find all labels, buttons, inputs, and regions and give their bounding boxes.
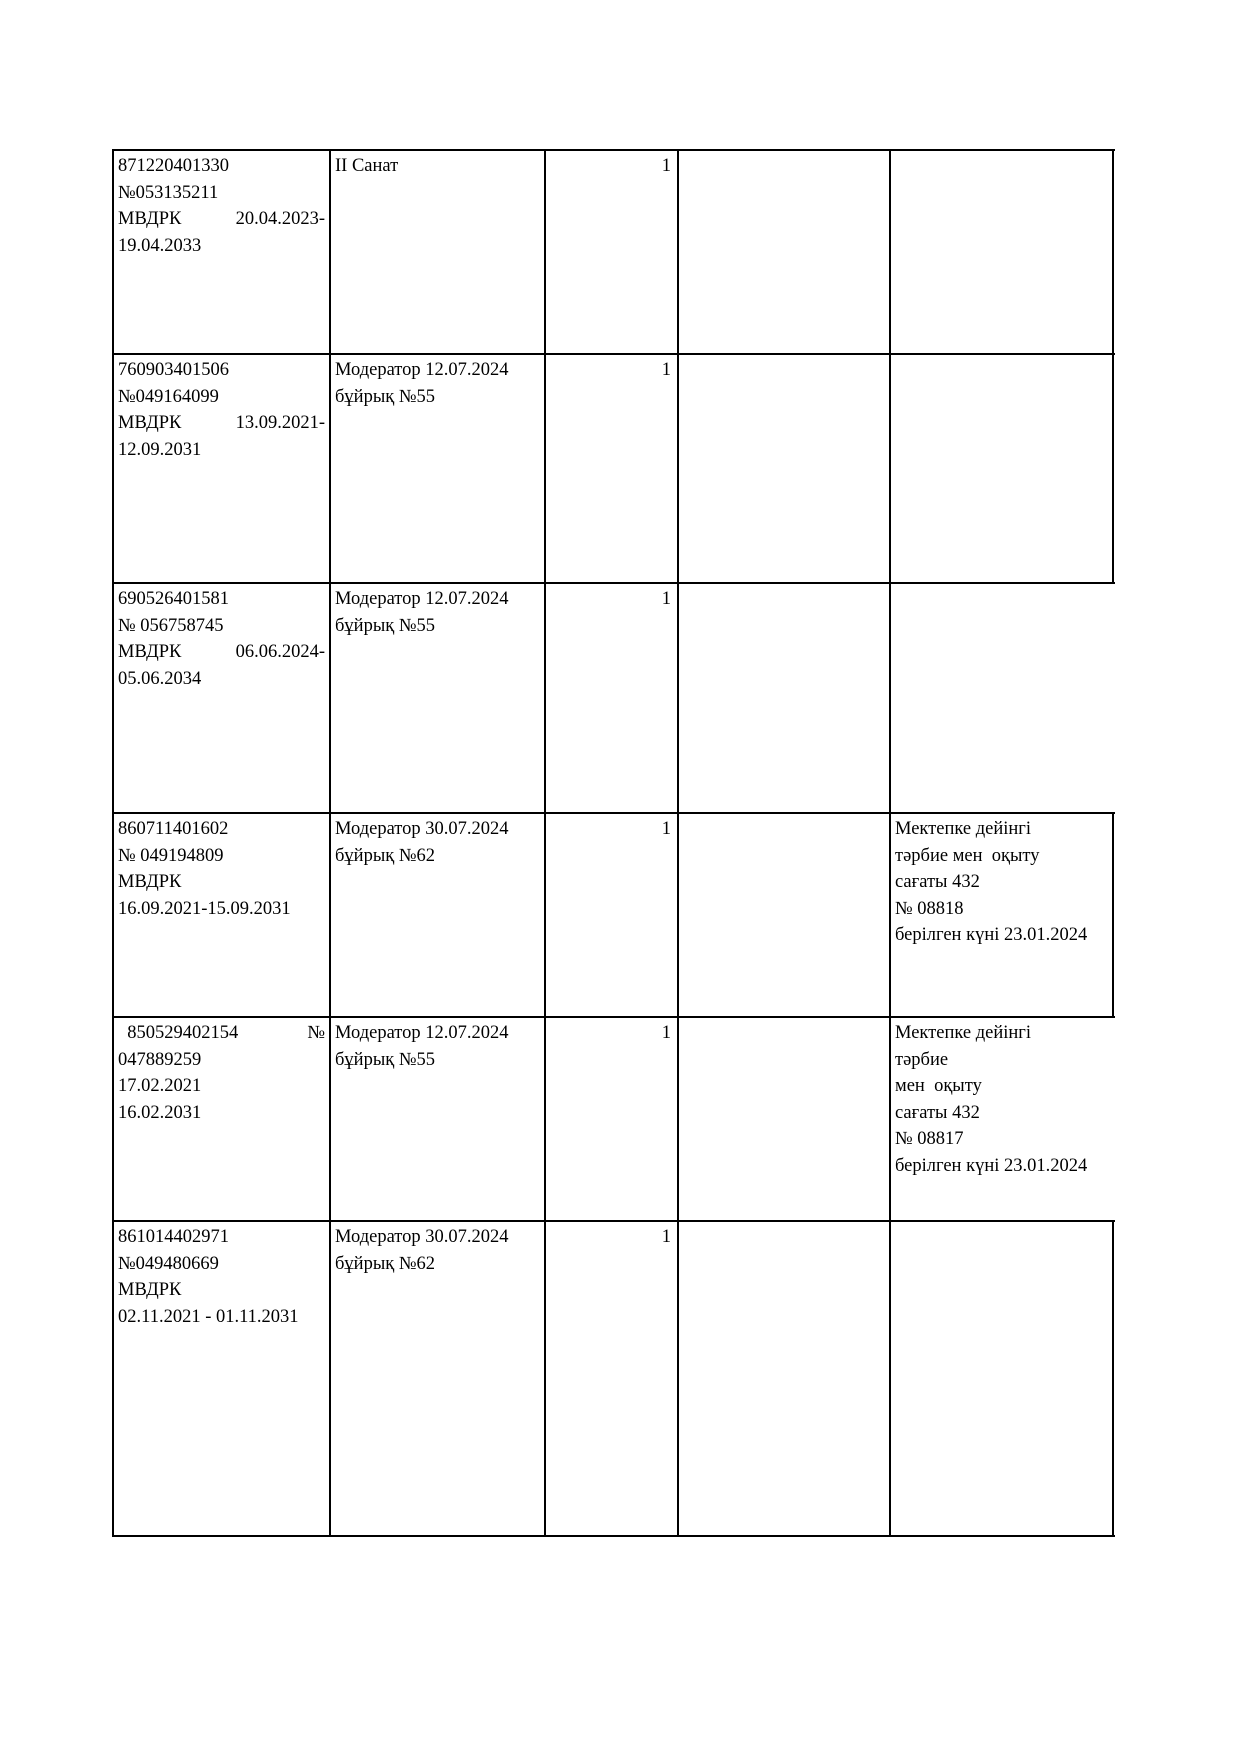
cell-r1-c4 — [679, 151, 889, 353]
cell-text: бұйрық №62 — [335, 1253, 436, 1274]
cell-text: берілген күні 23.01.2024 — [895, 925, 1088, 945]
cell-line-justified — [118, 206, 325, 233]
cell-text: бұйрық №55 — [335, 1049, 436, 1070]
cell-text: МВДРК — [118, 642, 182, 662]
cell-r3-c1 — [114, 584, 329, 812]
cell-r1-c5 — [891, 151, 1112, 353]
cell-text: Модератор 30.07.2024 — [335, 1227, 509, 1247]
cell-r5-c4 — [679, 1018, 889, 1220]
cell-r5-c2 — [331, 1018, 544, 1220]
cell-text: Модератор 12.07.2024 — [335, 589, 509, 609]
cell-text: 13.09.2021- — [235, 413, 325, 433]
cell-r5-c1 — [114, 1018, 329, 1220]
cell-text: 16.09.2021-15.09.2031 — [118, 898, 291, 919]
cell-text: 690526401581 — [118, 589, 229, 609]
cell-r6-c2 — [331, 1222, 544, 1535]
table-vline-right — [1112, 812, 1114, 1018]
cell-r3-c4 — [679, 584, 889, 812]
cell-text: 1 — [661, 819, 671, 839]
cell-line-justified — [118, 1020, 325, 1047]
cell-text: 760903401506 — [118, 360, 229, 380]
cell-text: берілген күні 23.01.2024 — [895, 1155, 1088, 1176]
cell-text: 1 — [661, 1023, 671, 1043]
cell-r6-c4 — [679, 1222, 889, 1535]
cell-r4-c1 — [114, 814, 329, 1016]
cell-r5-c3 — [546, 1018, 677, 1220]
cell-r6-c3 — [546, 1222, 677, 1535]
cell-text: №049164099 — [118, 386, 219, 407]
cell-r3-c5 — [891, 584, 1112, 812]
cell-text: 1 — [661, 156, 671, 176]
cell-text: 871220401330 — [118, 156, 229, 176]
cell-r4-c4 — [679, 814, 889, 1016]
cell-r6-c5 — [891, 1222, 1112, 1535]
cell-r6-c1 — [114, 1222, 329, 1535]
cell-text: бұйрық №55 — [335, 386, 436, 407]
cell-text: 06.06.2024- — [235, 642, 325, 662]
cell-line-justified — [118, 639, 325, 666]
cell-text: Модератор 12.07.2024 — [335, 1023, 509, 1043]
cell-r5-c5 — [891, 1018, 1112, 1220]
cell-text: тәрбие мен оқыту — [895, 845, 1040, 866]
cell-text: МВДРК — [118, 209, 182, 229]
cell-text: бұйрық №62 — [335, 845, 436, 866]
cell-r4-c5 — [891, 814, 1112, 1016]
cell-text: МВДРК — [118, 872, 182, 892]
cell-text: 20.04.2023- — [235, 209, 325, 229]
cell-r2-c2 — [331, 355, 544, 582]
cell-text: 19.04.2033 — [118, 235, 202, 256]
cell-text: №053135211 — [118, 182, 219, 203]
cell-line-justified — [118, 410, 325, 437]
table-vline-right — [1112, 1220, 1114, 1537]
cell-text: 861014402971 — [118, 1227, 229, 1247]
cell-r3-c3 — [546, 584, 677, 812]
cell-text: Модератор 30.07.2024 — [335, 819, 509, 839]
cell-text: № 056758745 — [118, 615, 224, 636]
cell-text: 850529402154 — [118, 1023, 239, 1043]
cell-text: № 08818 — [895, 898, 964, 919]
cell-r1-c1 — [114, 151, 329, 353]
cell-text: МВДРК — [118, 413, 182, 433]
cell-r4-c3 — [546, 814, 677, 1016]
cell-text: МВДРК — [118, 1280, 182, 1300]
cell-r1-c2 — [331, 151, 544, 353]
cell-text: 1 — [661, 1227, 671, 1247]
cell-text: 05.06.2034 — [118, 668, 202, 689]
cell-text: №049480669 — [118, 1253, 219, 1274]
cell-r4-c2 — [331, 814, 544, 1016]
cell-text: тәрбие — [895, 1049, 949, 1070]
cell-text: Мектепке дейінгі — [895, 819, 1032, 839]
cell-text: 860711401602 — [118, 819, 229, 839]
cell-text: сағаты 432 — [895, 872, 980, 892]
cell-text: 02.11.2021 - 01.11.2031 — [118, 1306, 299, 1327]
cell-text: мен оқыту — [895, 1076, 982, 1096]
cell-text: № — [307, 1023, 325, 1043]
cell-text: 17.02.2021 — [118, 1076, 202, 1096]
cell-r2-c4 — [679, 355, 889, 582]
cell-text: № 08817 — [895, 1129, 964, 1149]
cell-r2-c1 — [114, 355, 329, 582]
cell-r2-c5 — [891, 355, 1112, 582]
cell-text: 047889259 — [118, 1049, 202, 1070]
cell-text: 16.02.2031 — [118, 1102, 202, 1123]
cell-text: 1 — [661, 360, 671, 380]
cell-r3-c2 — [331, 584, 544, 812]
cell-text: бұйрық №55 — [335, 615, 436, 636]
cell-r1-c3 — [546, 151, 677, 353]
cell-text: сағаты 432 — [895, 1102, 980, 1123]
table-vline-right — [1112, 149, 1114, 355]
cell-text: Мектепке дейінгі — [895, 1023, 1032, 1043]
cell-r2-c3 — [546, 355, 677, 582]
cell-text: 12.09.2031 — [118, 439, 202, 460]
cell-text: 1 — [661, 589, 671, 609]
cell-text: Модератор 12.07.2024 — [335, 360, 509, 380]
table-hline — [113, 1535, 1115, 1537]
table-vline-right — [1112, 353, 1114, 584]
cell-text: № 049194809 — [118, 845, 224, 866]
cell-text: II Санат — [335, 156, 399, 176]
